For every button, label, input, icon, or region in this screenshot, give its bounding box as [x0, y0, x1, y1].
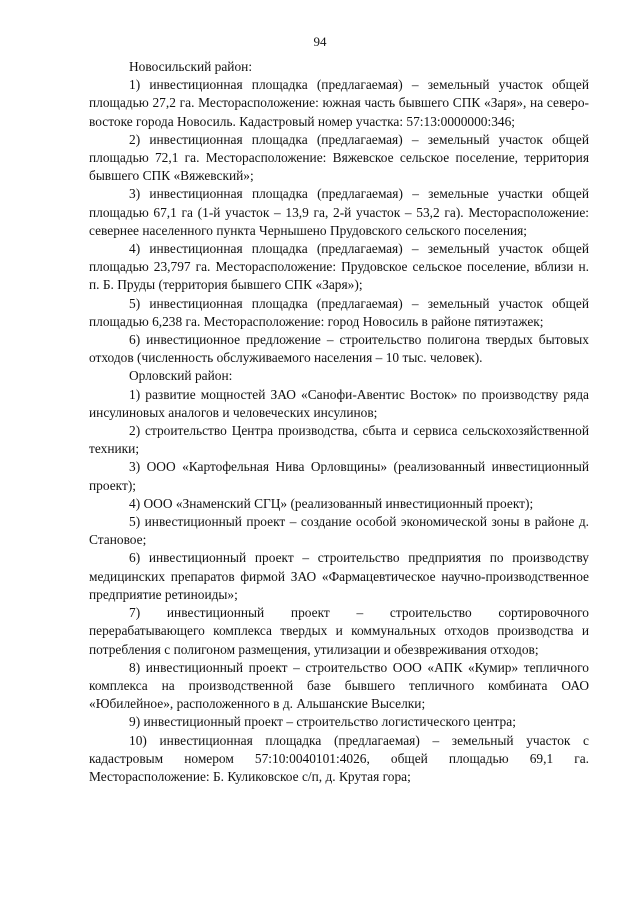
document-body [89, 58, 589, 786]
list-item: 3) инвестиционная площадка (предлагаемая) – земельные участки общей площадью 67,1 га (1-й участок – 13,9 га, 2-й участок – 53,2 га). Месторасположение: севернее населенного пункта Чернышено Прудовского сельского поселения; [89, 186, 589, 238]
list-item: 9) инвестиционный проект – строительство логистического центра; [129, 714, 516, 730]
list-item: 4) инвестиционная площадка (предлагаемая) – земельный участок общей площадью 23,797 га. Месторасположение: Прудовское сельское поселение, вблизи н. п. Б. Пруды (территория бывшего СПК «Заря»); [89, 241, 589, 293]
list-item: 1) инвестиционная площадка (предлагаемая) – земельный участок общей площадью 27,2 га. Месторасположение: южная часть бывшего СПК «Заря», на северо-востоке города Новосиль. Кадастровый номер участка: 57:13:0000000:346; [89, 77, 589, 129]
list-item: 2) строительство Центра производства, сбыта и сервиса сельскохозяйственной техники; [89, 423, 589, 457]
list-item: 2) инвестиционная площадка (предлагаемая) – земельный участок общей площадью 72,1 га. Месторасположение: Вяжевское сельское поселение, территория бывшего СПК «Вяжевский»; [89, 131, 589, 184]
list-item: 6) инвестиционное предложение – строительство полигона твердых бытовых отходов (численность обслуживаемого населения – 10 тыс. человек). [89, 332, 589, 366]
list-item: 4) ООО «Знаменский СГЦ» (реализованный инвестиционный проект); [129, 495, 534, 511]
list-item: 10) инвестиционная площадка (предлагаемая) – земельный участок с кадастровым номером 57:10:0040101:4026, общей площадью 69,1 га. Месторасположение: Б. Куликовское с/п, д. Крутая гора; [89, 732, 589, 784]
list-item: 3) ООО «Картофельная Нива Орловщины» (реализованный инвестиционный проект); [89, 459, 589, 493]
list-item: 5) инвестиционный проект – создание особой экономической зоны в районе д. Становое; [89, 514, 589, 548]
list-item: 6) инвестиционный проект – строительство предприятия по производству медицинских препаратов фирмой ЗАО «Фармацевтическое научно-производственное предприятие ретиноиды»; [89, 550, 589, 602]
district-heading: Орловский район: [129, 368, 233, 384]
list-item: 1) развитие мощностей ЗАО «Санофи-Авентис Восток» по производству ряда инсулиновых аналогов и человеческих инсулинов; [89, 386, 589, 420]
list-item: 5) инвестиционная площадка (предлагаемая) – земельный участок общей площадью 6,238 га. Месторасположение: город Новосиль в районе пятиэтажек; [89, 295, 589, 329]
district-heading: Новосильский район: [129, 59, 253, 74]
list-item: 8) инвестиционный проект – строительство ООО «АПК «Кумир» тепличного комплекса на производственной базе бывшего тепличного комбината ОАО «Юбилейное», расположенного в д. Альшанские Выселки; [89, 659, 589, 712]
list-item: 7) инвестиционный проект – строительство сортировочного перерабатывающего комплекса твердых и коммунальных отходов производства и потребления с полигоном размещения, утилизации и обезвреживания отходов; [89, 605, 589, 657]
page-number: 94 [313, 34, 327, 49]
